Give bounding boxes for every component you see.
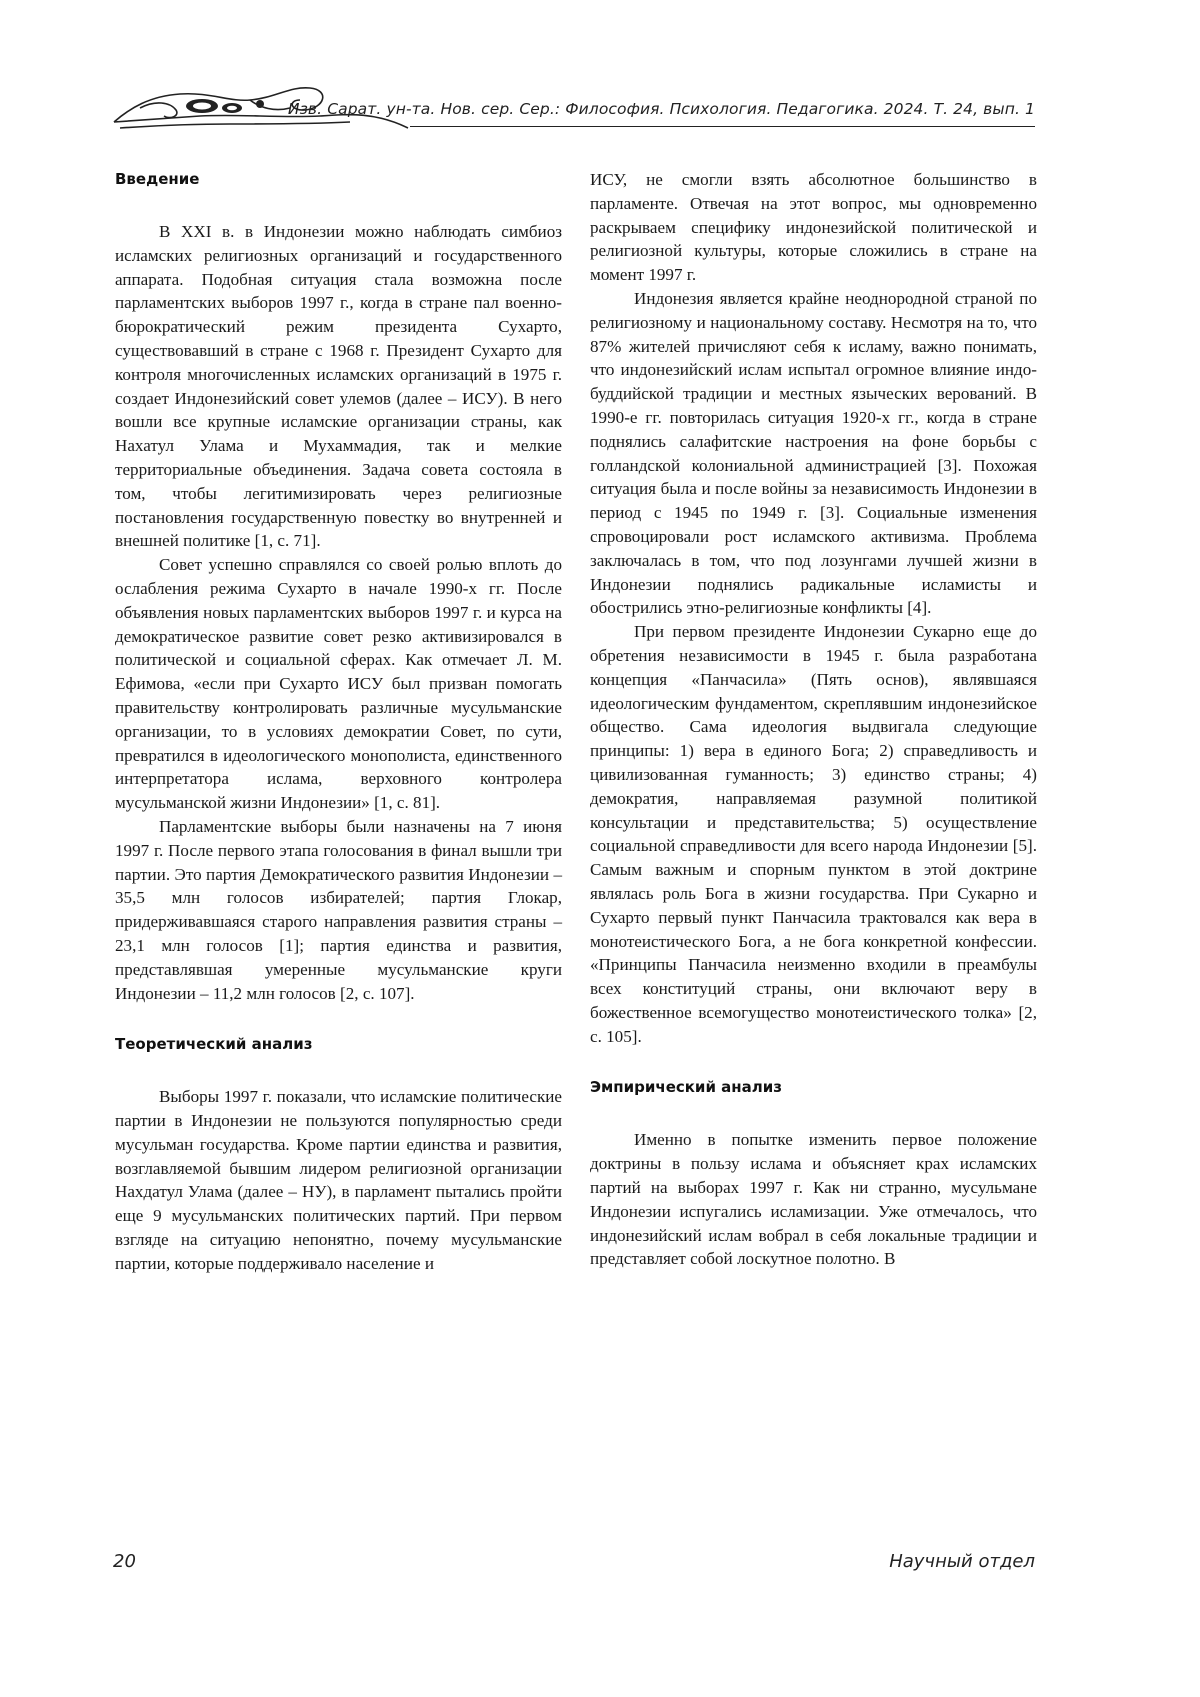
paragraph: Индонезия является крайне неоднородной страной по религиозному и национальному составу. Несмотря на то, что 87% жителей причисляют себя к исламу, важно понимать, что индонезийский ислам испытал огромное влияние индо-буддийской традиции и местных языческих верований. В 1990-е гг. повторилась ситуация 1920-х гг., когда в стране поднялись салафитские настроения на фоне борьбы с голландской колониальной администрацией [3]. Похожая ситуация была и после войны за независимость Индонезии в период с 1945 по 1949 г. [3]. Социальные изменения спровоцировали рост исламского активизма. Проблема заключалась в том, что под лозунгами лучшей жизни в Индонезии поднялись радикальные исламисты и обострились этно-религиозные конфликты [4]. (590, 288, 1037, 618)
section-title-empirical: Эмпирический анализ (590, 1078, 782, 1097)
page-number: 20 (113, 1551, 136, 1572)
paragraph: Парламентские выборы были назначены на 7 июня 1997 г. После первого этапа голосования в финал вышли три партии. Это партия Демократического развития Индонезии – 35,5 млн голосов избирателей; партия Глокар, придерживавшаяся старого направления развития страны – 23,1 млн голосов [1]; партия единства и развития, представлявшая умеренные мусульманские круги Индонезии – 11,2 млн голосов [2, с. 107]. (115, 816, 562, 1003)
paragraph-continuation: ИСУ, не смогли взять абсолютное большинство в парламенте. Отвечая на этот вопрос, мы одновременно раскрываем специфику индонезийской политической и религиозной культуры, которые сложились в стране на момент 1997 г. (590, 170, 1037, 285)
running-title: Изв. Сарат. ун-та. Нов. сер. Сер.: Философия. Психология. Педагогика. 2024. Т. 24, вып. 1 (287, 100, 1035, 118)
paragraph: При первом президенте Индонезии Сукарно еще до обретения независимости в 1945 г. была разработана концепция «Панчасила» (Пять основ), являвшаяся идеологическим фундаментом, скреплявшим индонезийское общество. Сама идеология выдвигала следующие принципы: 1) вера в единого Бога; 2) справедливость и цивилизованная гуманность; 3) единство страны; 4) демократия, направляемая разумной политикой консультации и представительства; 5) осуществление социальной справедливости для всего народа Индонезии [5]. Самым важным и спорным пунктом в этой доктрине являлась роль Бога в жизни государства. При Сукарно и Сухарто первый пункт Панчасила трактовался как вера в монотеистического Бога, а не бога конкретной конфессии. «Принципы Панчасила неизменно входили в преамбулы всех конституций страны, они включают веру в божественное всемогущество монотеистического толка» [2, с. 105]. (590, 622, 1037, 1046)
section-title-introduction: Введение (115, 170, 200, 188)
footer-section-label: Научный отдел (889, 1551, 1035, 1572)
paragraph: Совет успешно справлялся со своей ролью вплоть до ослабления режима Сухарто в начале 1990-х гг. После объявления новых парламентских выборов 1997 г. и курса на демократическое развитие совет резко активизировался в политической и социальной сферах. Как отмечает Л. М. Ефимова, «если при Сухарто ИСУ был призван помогать правительству контролировать различные мусульманские организации, то в условиях демократии Совет, по сути, превратился в идеологического монополиста, единственного интерпретатора ислама, верховного контролера мусульманской жизни Индонезии» [1, с. 81]. (115, 555, 562, 813)
right-column (590, 168, 1037, 1271)
paragraph: Выборы 1997 г. показали, что исламские политические партии в Индонезии не пользуются популярностью среди мусульман государства. Кроме партии единства и развития, возглавляемой бывшим лидером религиозной организации Нахдатул Улама (далее – НУ), в парламент пытались пройти еще 9 мусульманских политических партий. При первом взгляде на ситуацию непонятно, почему мусульманские партии, которые поддерживало население и (115, 1087, 562, 1273)
paragraph: Именно в попытке изменить первое положение доктрины в пользу ислама и объясняет крах исламских партий на выборах 1997 г. Как ни странно, мусульмане Индонезии испугались исламизации. Уже отмечалось, что индонезийский ислам вобрал в себя локальные традиции и представляет собой лоскутное полотно. В (590, 1130, 1037, 1269)
section-title-theoretical: Теоретический анализ (115, 1035, 313, 1054)
header-rule (410, 126, 1035, 127)
journal-header (110, 78, 1035, 136)
paragraph: В XXI в. в Индонезии можно наблюдать симбиоз исламских религиозных организаций и государственного аппарата. Подобная ситуация стала возможна после парламентских выборов 1997 г., когда в стране пал военно-бюрократический режим президента Сухарто, существовавший в стране с 1968 г. Президент Сухарто для контроля многочисленных исламских организаций в 1975 г. создает Индонезийский совет улемов (далее – ИСУ). В него вошли все крупные исламские организации страны, как Нахатул Улама и Мухаммадия, так и мелкие территориальные объединения. Задача совета состояла в том, чтобы легитимизировать через религиозные постановления государственную повестку во внутренней и внешней политике [1, с. 71]. (115, 222, 562, 551)
left-column (115, 168, 562, 1276)
